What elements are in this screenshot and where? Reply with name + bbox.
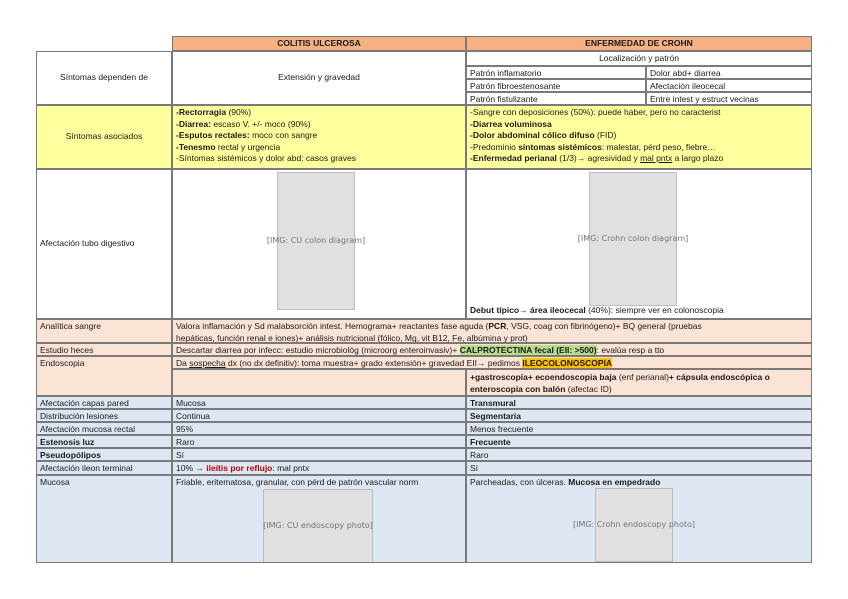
ec-endoscopia-bold: + cápsula endoscópica o — [668, 372, 770, 382]
cu-endoscopy-image: [IMG: CU endoscopy photo] — [263, 489, 373, 563]
cu-distribucion: Continua — [172, 409, 466, 422]
ec-patron-desc: Afectación ileocecal — [646, 79, 812, 92]
cu-symptom-bold: -Diarrea: — [176, 118, 211, 129]
analitica-text: , VSG, coag con fibrinógeno)+ BQ general (pruebas — [506, 321, 702, 331]
ec-pseudopolipos: Raro — [466, 448, 812, 461]
cu-afectacion-tubo — [172, 169, 466, 319]
row-label-afectacion-tubo — [36, 169, 172, 319]
row-label-text: Estudio heces — [40, 345, 94, 355]
row-label-sintomas-asociados — [36, 105, 172, 169]
ec-symptom-bold: -Dolor abdominal cólico difuso — [470, 130, 595, 140]
row-label-capas: Afectación capas pared — [36, 396, 172, 409]
cu-ileon — [172, 461, 466, 475]
ec-endoscopia-extra — [466, 369, 812, 396]
analitica-content — [172, 319, 812, 343]
ec-mucosa-text: Parcheadas, con úlceras. — [470, 477, 569, 487]
row-label-text: Síntomas asociados — [65, 131, 143, 142]
cu-symptom-text: -Síntomas sistémicos y dolor abd: casos graves — [176, 153, 356, 163]
ec-patron-cell: Patrón inflamatorio — [466, 66, 646, 79]
cu-ileon-text: 10% → — [176, 463, 207, 473]
row-label-mucosa: Mucosa — [36, 475, 172, 563]
header-crohn: ENFERMEDAD DE CROHN — [466, 36, 812, 51]
endoscopia-underline: sospecha — [189, 358, 226, 368]
ec-symptom-text: -Predominio — [470, 141, 519, 152]
cu-sintomas-asociados — [172, 105, 466, 169]
ec-endoscopia-text: (afectac ID) — [565, 384, 612, 394]
row-label-analitica — [36, 319, 172, 343]
row-label-pseudopolipos: Pseudopólipos — [36, 448, 172, 461]
ec-symptom-text: (1/3)→ agresividad y — [556, 153, 641, 163]
ec-capas: Transmural — [466, 396, 812, 409]
ileocolonoscopia-highlight: ILEOCOLONOSCOPIA — [522, 358, 613, 368]
ec-mucosa-rectal: Menos frecuente — [466, 422, 812, 435]
analitica-line: hepáticas, función renal e iones)+ análisis nutricional (fólico, Mg, vit B12, Fe, albúmina y prot) — [176, 332, 528, 343]
header-colitis: COLITIS ULCEROSA — [172, 36, 466, 51]
header-empty-cell — [36, 36, 172, 51]
heces-text: Descartar diarrea por infecc: estudio microbiológ (microorg enteroinvasiv)+ — [176, 345, 460, 355]
row-label-ileon: Afectación ileon terminal — [36, 461, 172, 475]
cu-symptom-text: escaso V. +/- moco (90%) — [210, 118, 311, 129]
cu-symptom-line — [176, 153, 462, 165]
heces-content — [172, 343, 812, 356]
cu-mucosa-text: Friable, eritematosa, granular, con pérd de patrón vascular norm — [176, 477, 419, 487]
ec-symptom-bold: -Enfermedad perianal — [470, 153, 557, 163]
row-label-estenosis: Estenosis luz — [36, 435, 172, 448]
cu-symptom-bold: -Tenesmo — [176, 141, 216, 152]
cu-symptom-text: moco con sangre — [249, 130, 318, 140]
ec-symptom-text: : malestar, pérd peso, fiebre… — [601, 141, 716, 152]
ec-symptom-text: a largo plazo — [672, 153, 724, 163]
cu-mucosa — [172, 475, 466, 563]
row-label-sintomas-dependen — [36, 51, 172, 105]
ec-patron-desc: Dolor abd+ diarrea — [646, 66, 812, 79]
cu-pseudopolipos: Sí — [172, 448, 466, 461]
ec-endoscopia-bold: enteroscopia con balón — [470, 384, 566, 394]
analitica-bold: PCR — [488, 321, 507, 331]
ec-symptom-line: -Diarrea voluminosa — [470, 118, 552, 129]
ec-mucosa-bold: Mucosa en empedrado — [568, 477, 661, 487]
analitica-line — [176, 321, 808, 333]
cu-colon-diagram: [IMG: CU colon diagram] — [277, 172, 355, 310]
row-label-text: Endoscopia — [40, 358, 85, 368]
cu-symptom-text: rectal y urgencia — [215, 141, 281, 152]
ec-debut-text: (40%): siempre ver en colonoscopia — [585, 305, 724, 315]
ec-endoscopia-bold: +gastroscopia+ ecoendoscopia baja — [470, 372, 617, 382]
row-label-text: Síntomas dependen de — [60, 72, 148, 83]
row-label-heces — [36, 343, 172, 356]
cu-endoscopia-extra — [172, 369, 466, 396]
heces-text: : evalúa resp a tto — [596, 345, 665, 355]
ec-localizacion-title: Localización y patrón — [466, 51, 812, 66]
row-label-text: Afectación tubo digestivo — [40, 238, 135, 249]
cu-mucosa-rectal: 95% — [172, 422, 466, 435]
row-label-text: Analítica sangre — [40, 321, 101, 331]
ec-symptom-line — [470, 130, 808, 142]
row-label-endoscopia — [36, 356, 172, 396]
ec-symptom-bold: síntomas sistémicos — [518, 141, 602, 152]
ec-estenosis: Frecuente — [466, 435, 812, 448]
endoscopia-text: dx (no dx definitiv): toma muestra+ grado extensión+ gravedad EII→ pedimos — [225, 358, 523, 368]
cu-symptom-line — [176, 119, 462, 131]
ec-endoscopia-line — [470, 371, 808, 383]
cu-symptom-bold: -Rectorragia — [176, 107, 227, 117]
cu-symptom-text: (90%) — [226, 107, 252, 117]
ec-afectacion-tubo — [466, 169, 812, 319]
ec-symptom-underline: mal pntx — [640, 153, 673, 163]
row-label-distribucion: Distribución lesiones — [36, 409, 172, 422]
endoscopia-content — [172, 356, 812, 369]
cu-symptom-line — [176, 142, 462, 154]
row-label-mucosa-rectal: Afectación mucosa rectal — [36, 422, 172, 435]
comparison-table — [36, 36, 812, 563]
cu-symptom-bold: -Esputos rectales: — [176, 130, 250, 140]
ec-debut-bold: Debut típico→ área ileocecal — [470, 305, 586, 315]
ec-symptom-line — [470, 142, 808, 154]
ec-patron-cell: Patrón fibroestenosante — [466, 79, 646, 92]
ec-patron-desc: Entre intest y estruct vecinas — [646, 92, 812, 105]
endoscopia-text: Da — [176, 358, 190, 368]
ec-symptom-text: (FID) — [594, 130, 617, 140]
cu-symptom-line — [176, 130, 462, 142]
cu-symptom-line — [176, 107, 462, 119]
cu-sintomas-dependen — [172, 51, 466, 105]
cu-cell-text: Extensión y gravedad — [278, 72, 360, 83]
ec-mucosa — [466, 475, 812, 563]
analitica-text: Valora inflamación y Sd malabsorción intest. Hemograma+ reactantes fase aguda ( — [176, 321, 489, 331]
ec-endoscopia-text: (enf perianal) — [616, 372, 669, 382]
ec-mucosa-line — [470, 477, 808, 489]
ec-colon-diagram: [IMG: Crohn colon diagram] — [589, 172, 677, 306]
ec-endoscopia-line — [470, 383, 808, 395]
ec-sintomas-asociados — [466, 105, 812, 169]
ec-distribucion: Segmentaria — [466, 409, 812, 422]
ec-patron-cell: Patrón fistulizante — [466, 92, 646, 105]
ec-symptom-line — [470, 153, 808, 165]
calprotectina-highlight: CALPROTECTINA fecal (EII: >500) — [459, 345, 597, 355]
ileitis-reflujo-text: ileítis por reflujo — [206, 463, 273, 473]
ec-debut-note — [470, 305, 724, 317]
ec-ileon: Sí — [466, 461, 812, 475]
cu-estenosis: Raro — [172, 435, 466, 448]
ec-endoscopy-image: [IMG: Crohn endoscopy photo] — [595, 488, 673, 562]
cu-capas: Mucosa — [172, 396, 466, 409]
ec-symptom-line: -Sangre con deposiciones (50%): puede haber, pero no caracterist — [470, 107, 721, 117]
cu-ileon-text: : mal pntx — [272, 463, 310, 473]
